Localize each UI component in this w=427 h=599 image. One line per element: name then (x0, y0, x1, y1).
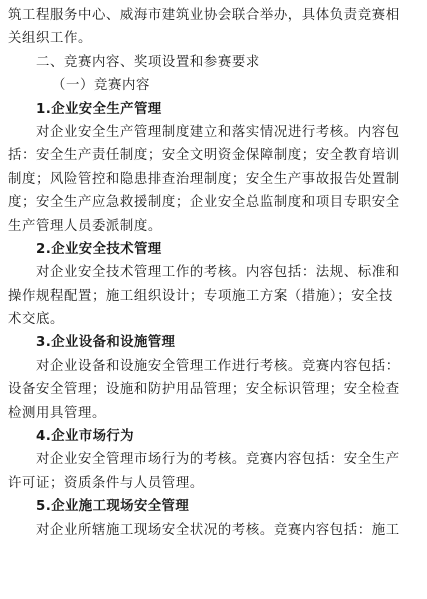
item-3-title: 3.企业设备和设施管理 (36, 335, 176, 351)
item-1-paragraph-line: 括：安全生产责任制度；安全文明资金保障制度；安全教育培训 (8, 148, 400, 164)
intro-line-2: 关组织工作。 (8, 31, 92, 47)
item-1-paragraph-line: 对企业安全生产管理制度建立和落实情况进行考核。内容包 (36, 124, 400, 140)
item-2-paragraph-line: 操作规程配置；施工组织设计；专项施工方案（措施）；安全技 (8, 288, 394, 304)
item-4-paragraph-line: 对企业安全管理市场行为的考核。竞赛内容包括：安全生产 (36, 452, 400, 468)
item-3-paragraph-line: 检测用具管理。 (8, 405, 106, 421)
item-4-title: 4.企业市场行为 (36, 429, 134, 445)
item-1-paragraph-line: 生产管理人员委派制度。 (8, 218, 162, 234)
item-3-paragraph-line: 设备安全管理；设施和防护用品管理；安全标识管理；安全检查 (8, 382, 400, 398)
section-heading: 二、竞赛内容、奖项设置和参赛要求 (36, 54, 260, 70)
item-5-paragraph-line: 对企业所辖施工现场安全状况的考核。竞赛内容包括：施工 (36, 522, 400, 538)
item-1-title: 1.企业安全生产管理 (36, 101, 162, 117)
item-5-title: 5.企业施工现场安全管理 (36, 499, 190, 515)
item-4-paragraph-line: 许可证；资质条件与人员管理。 (8, 475, 204, 491)
item-2-title: 2.企业安全技术管理 (36, 241, 162, 257)
item-1-paragraph-line: 制度；风险管控和隐患排查治理制度；安全生产事故报告处置制 (8, 171, 400, 187)
item-2-paragraph-line: 术交底。 (8, 312, 64, 328)
item-2-paragraph-line: 对企业安全技术管理工作的考核。内容包括：法规、标准和 (36, 265, 400, 281)
subsection-heading: （一）竞赛内容 (52, 78, 150, 94)
intro-line-1: 筑工程服务中心、威海市建筑业协会联合举办，具体负责竞赛相 (8, 8, 400, 23)
item-1-paragraph-line: 度；安全生产应急救援制度；企业安全总监制度和项目专职安全 (8, 195, 400, 211)
item-3-paragraph-line: 对企业设备和设施安全管理工作进行考核。竞赛内容包括： (36, 358, 400, 374)
